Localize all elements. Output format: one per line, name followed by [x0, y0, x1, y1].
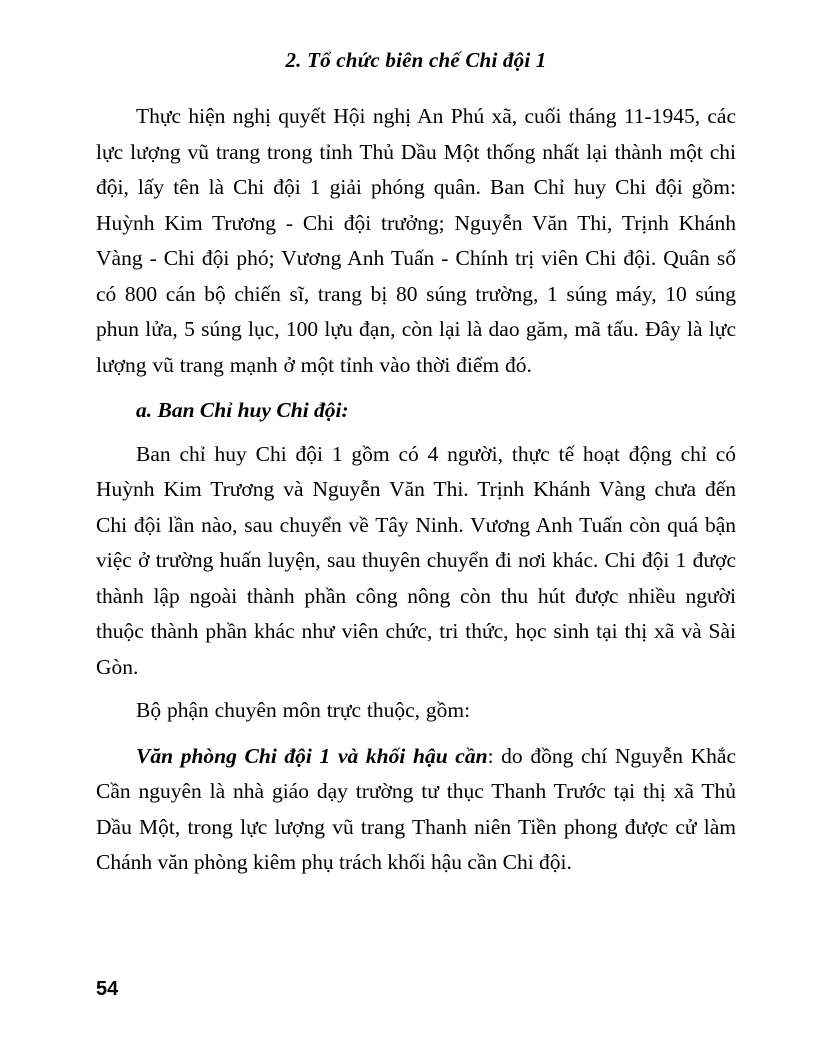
paragraph-4-text: : do đồng chí Nguyễn Khắc Cần nguyên là nhà giáo dạy trường tư thục Thanh Trước tại thị xã Thủ Dầu Một, trong lực lượng vũ trang Thanh niên Tiền phong được cử làm Chánh văn phòng kiêm phụ trách khối hậu cần Chi đội.	[96, 743, 736, 874]
page-number: 54	[96, 978, 119, 1000]
paragraph-1: Thực hiện nghị quyết Hội nghị An Phú xã, cuối tháng 11-1945, các lực lượng vũ trang trong tỉnh Thủ Dầu Một thống nhất lại thành một chi đội, lấy tên là Chi đội 1 giải phóng quân. Ban Chỉ huy Chi đội gồm: Huỳnh Kim Trương - Chi đội trưởng; Nguyễn Văn Thi, Trịnh Khánh Vàng - Chi đội phó; Vương Anh Tuấn - Chính trị viên Chi đội. Quân số có 800 cán bộ chiến sĩ, trang bị 80 súng trường, 1 súng máy, 10 súng phun lửa, 5 súng lục, 100 lựu đạn, còn lại là dao găm, mã tấu. Đây là lực lượng vũ trang mạnh ở một tỉnh vào thời điểm đó.	[96, 104, 736, 377]
paragraph-3: Bộ phận chuyên môn trực thuộc, gồm:	[136, 698, 471, 722]
section-heading: 2. Tổ chức biên chế Chi đội 1	[285, 48, 547, 72]
paragraph-4-lead: Văn phòng Chi đội 1 và khối hậu cần	[136, 743, 488, 768]
page-content	[96, 48, 736, 889]
subsection-heading-a: a. Ban Chỉ huy Chi đội:	[136, 398, 349, 422]
paragraph-4	[96, 739, 736, 881]
paragraph-2: Ban chỉ huy Chi đội 1 gồm có 4 người, thực tế hoạt động chỉ có Huỳnh Kim Trương và Nguyễn Văn Thi. Trịnh Khánh Vàng chưa đến Chi đội lần nào, sau chuyển về Tây Ninh. Vương Anh Tuấn còn quá bận việc ở trường huấn luyện, sau thuyên chuyển đi nơi khác. Chi đội 1 được thành lập ngoài thành phần công nông còn thu hút được nhiều người thuộc thành phần khác như viên chức, tri thức, học sinh tại thị xã và Sài Gòn.	[96, 441, 736, 679]
